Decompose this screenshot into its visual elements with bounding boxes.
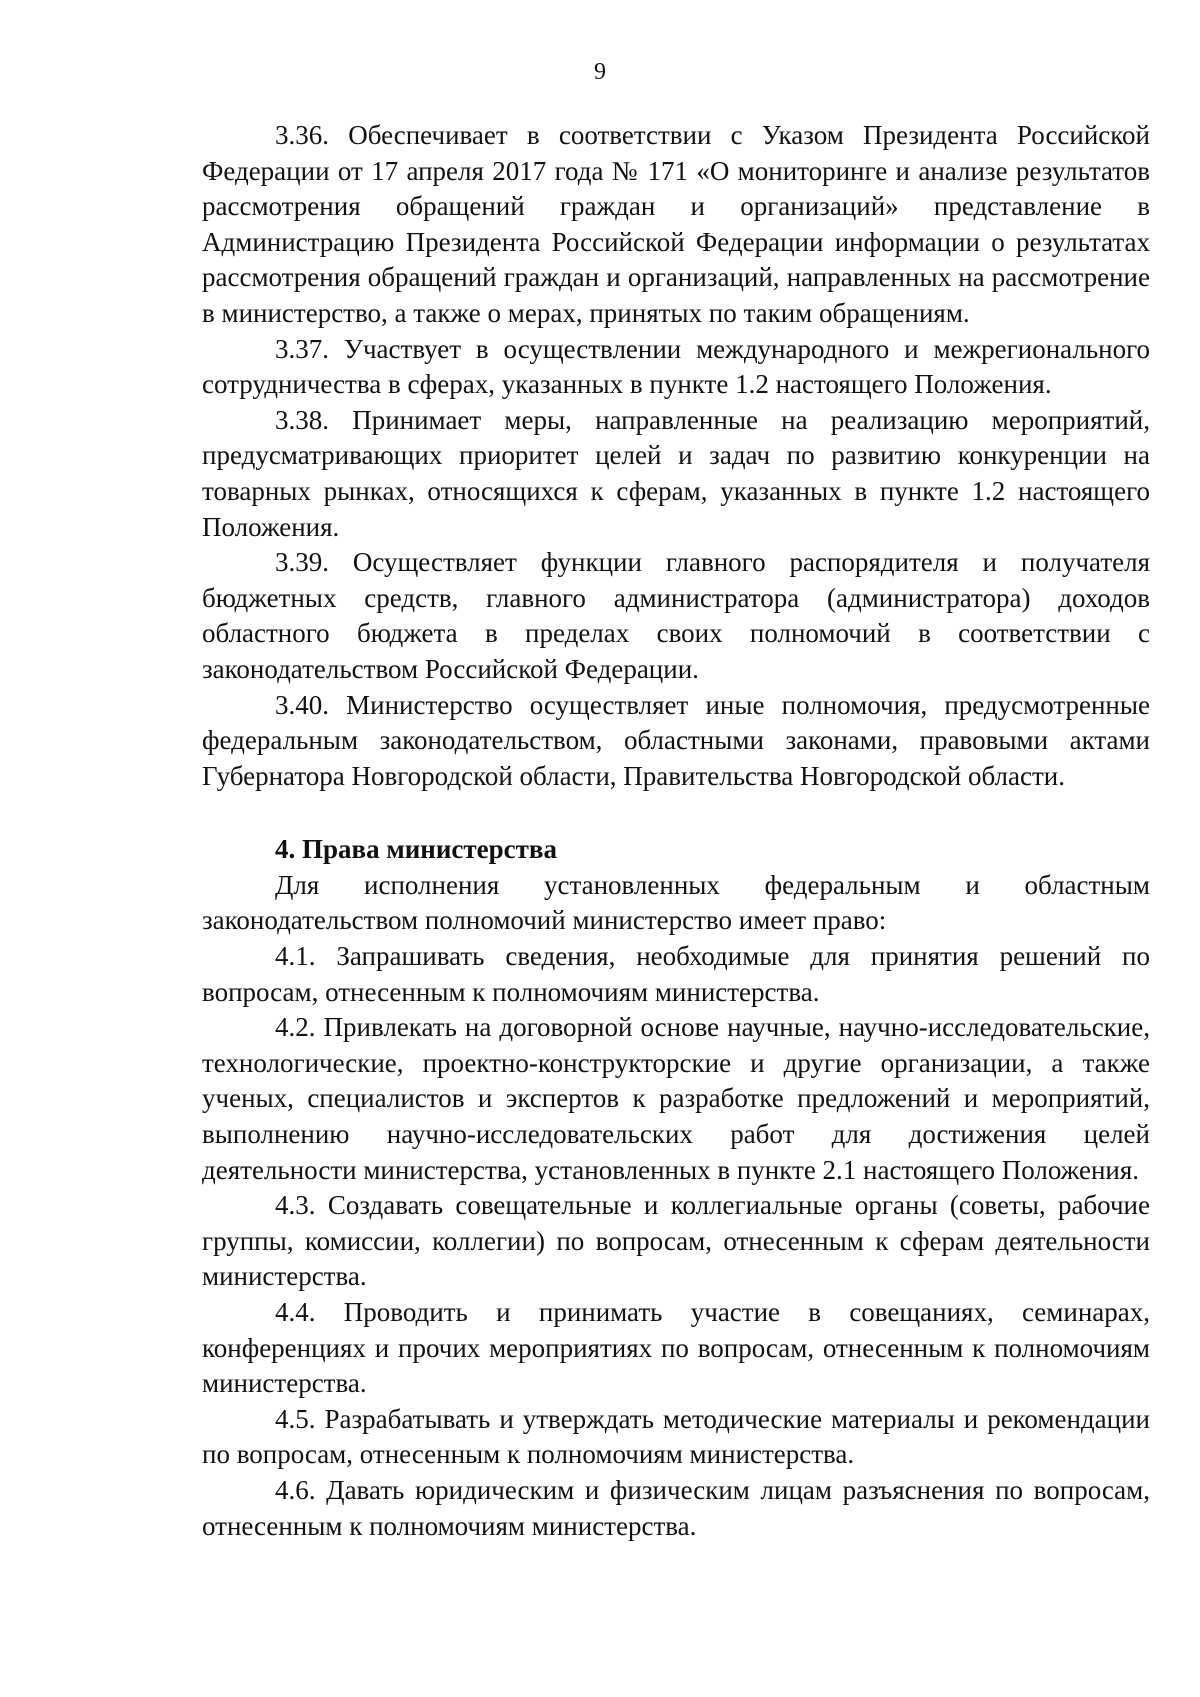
paragraph-3-36: 3.36. Обеспечивает в соответствии с Указом Президента Российской Федерации от 17 апреля 2017 года № 171 «О мониторинге и анализе результатов рассмотрения обращений граждан и организаций» представление в Администрацию Президента Российской Федерации информации о результатах рассмотрения обращений граждан и организаций, направленных на рассмотрение в министерство, а также о мерах, принятых по таким обращениям. bbox=[202, 120, 1150, 328]
paragraph-4-1: 4.1. Запрашивать сведения, необходимые для принятия решений по вопросам, отнесенным к полномочиям министерства. bbox=[202, 941, 1150, 1007]
paragraph-4-3: 4.3. Создавать совещательные и коллегиальные органы (советы, рабочие группы, комиссии, коллегии) по вопросам, отнесенным к сферам деятельности министерства. bbox=[202, 1190, 1150, 1292]
paragraph-4-2: 4.2. Привлекать на договорной основе научные, научно-исследовательские, технологические, проектно-конструкторские и другие организации, а также ученых, специалистов и экспертов к разработке предложений и мероприятий, выполнению научно-исследовательских работ для достижения целей деятельности министерства, установленных в пункте 2.1 настоящего Положения. bbox=[202, 1012, 1150, 1185]
paragraph-3-39: 3.39. Осуществляет функции главного распорядителя и получателя бюджетных средств, главного администратора (администратора) доходов областного бюджета в пределах своих полномочий в соответствии с законодательством Российской Федерации. bbox=[202, 547, 1150, 684]
page-number: 9 bbox=[594, 59, 606, 85]
section-4-heading: 4. Права министерства bbox=[275, 834, 557, 865]
paragraph-3-38: 3.38. Принимает меры, направленные на реализацию мероприятий, предусматривающих приоритет целей и задач по развитию конкуренции на товарных рынках, относящихся к сферам, указанных в пункте 1.2 настоящего Положения. bbox=[202, 404, 1150, 542]
paragraph-4-4: 4.4. Проводить и принимать участие в совещаниях, семинарах, конференциях и прочих мероприятиях по вопросам, отнесенным к полномочиям министерства. bbox=[202, 1297, 1150, 1399]
paragraph-4-5: 4.5. Разрабатывать и утверждать методические материалы и рекомендации по вопросам, отнесенным к полномочиям министерства. bbox=[202, 1403, 1150, 1470]
paragraph-3-40: 3.40. Министерство осуществляет иные полномочия, предусмотренные федеральным законодательством, областными законами, правовыми актами Губернатора Новгородской области, Правительства Новгородской области. bbox=[202, 689, 1150, 791]
paragraph-4-6: 4.6. Давать юридическим и физическим лицам разъяснения по вопросам, отнесенным к полномочиям министерства. bbox=[202, 1474, 1150, 1541]
section-4-intro: Для исполнения установленных федеральным и областным законодательством полномочий министерство имеет право: bbox=[202, 869, 1150, 936]
document-body bbox=[202, 118, 1150, 1544]
paragraph-3-37: 3.37. Участвует в осуществлении международного и межрегионального сотрудничества в сферах, указанных в пункте 1.2 настоящего Положения. bbox=[202, 333, 1150, 400]
